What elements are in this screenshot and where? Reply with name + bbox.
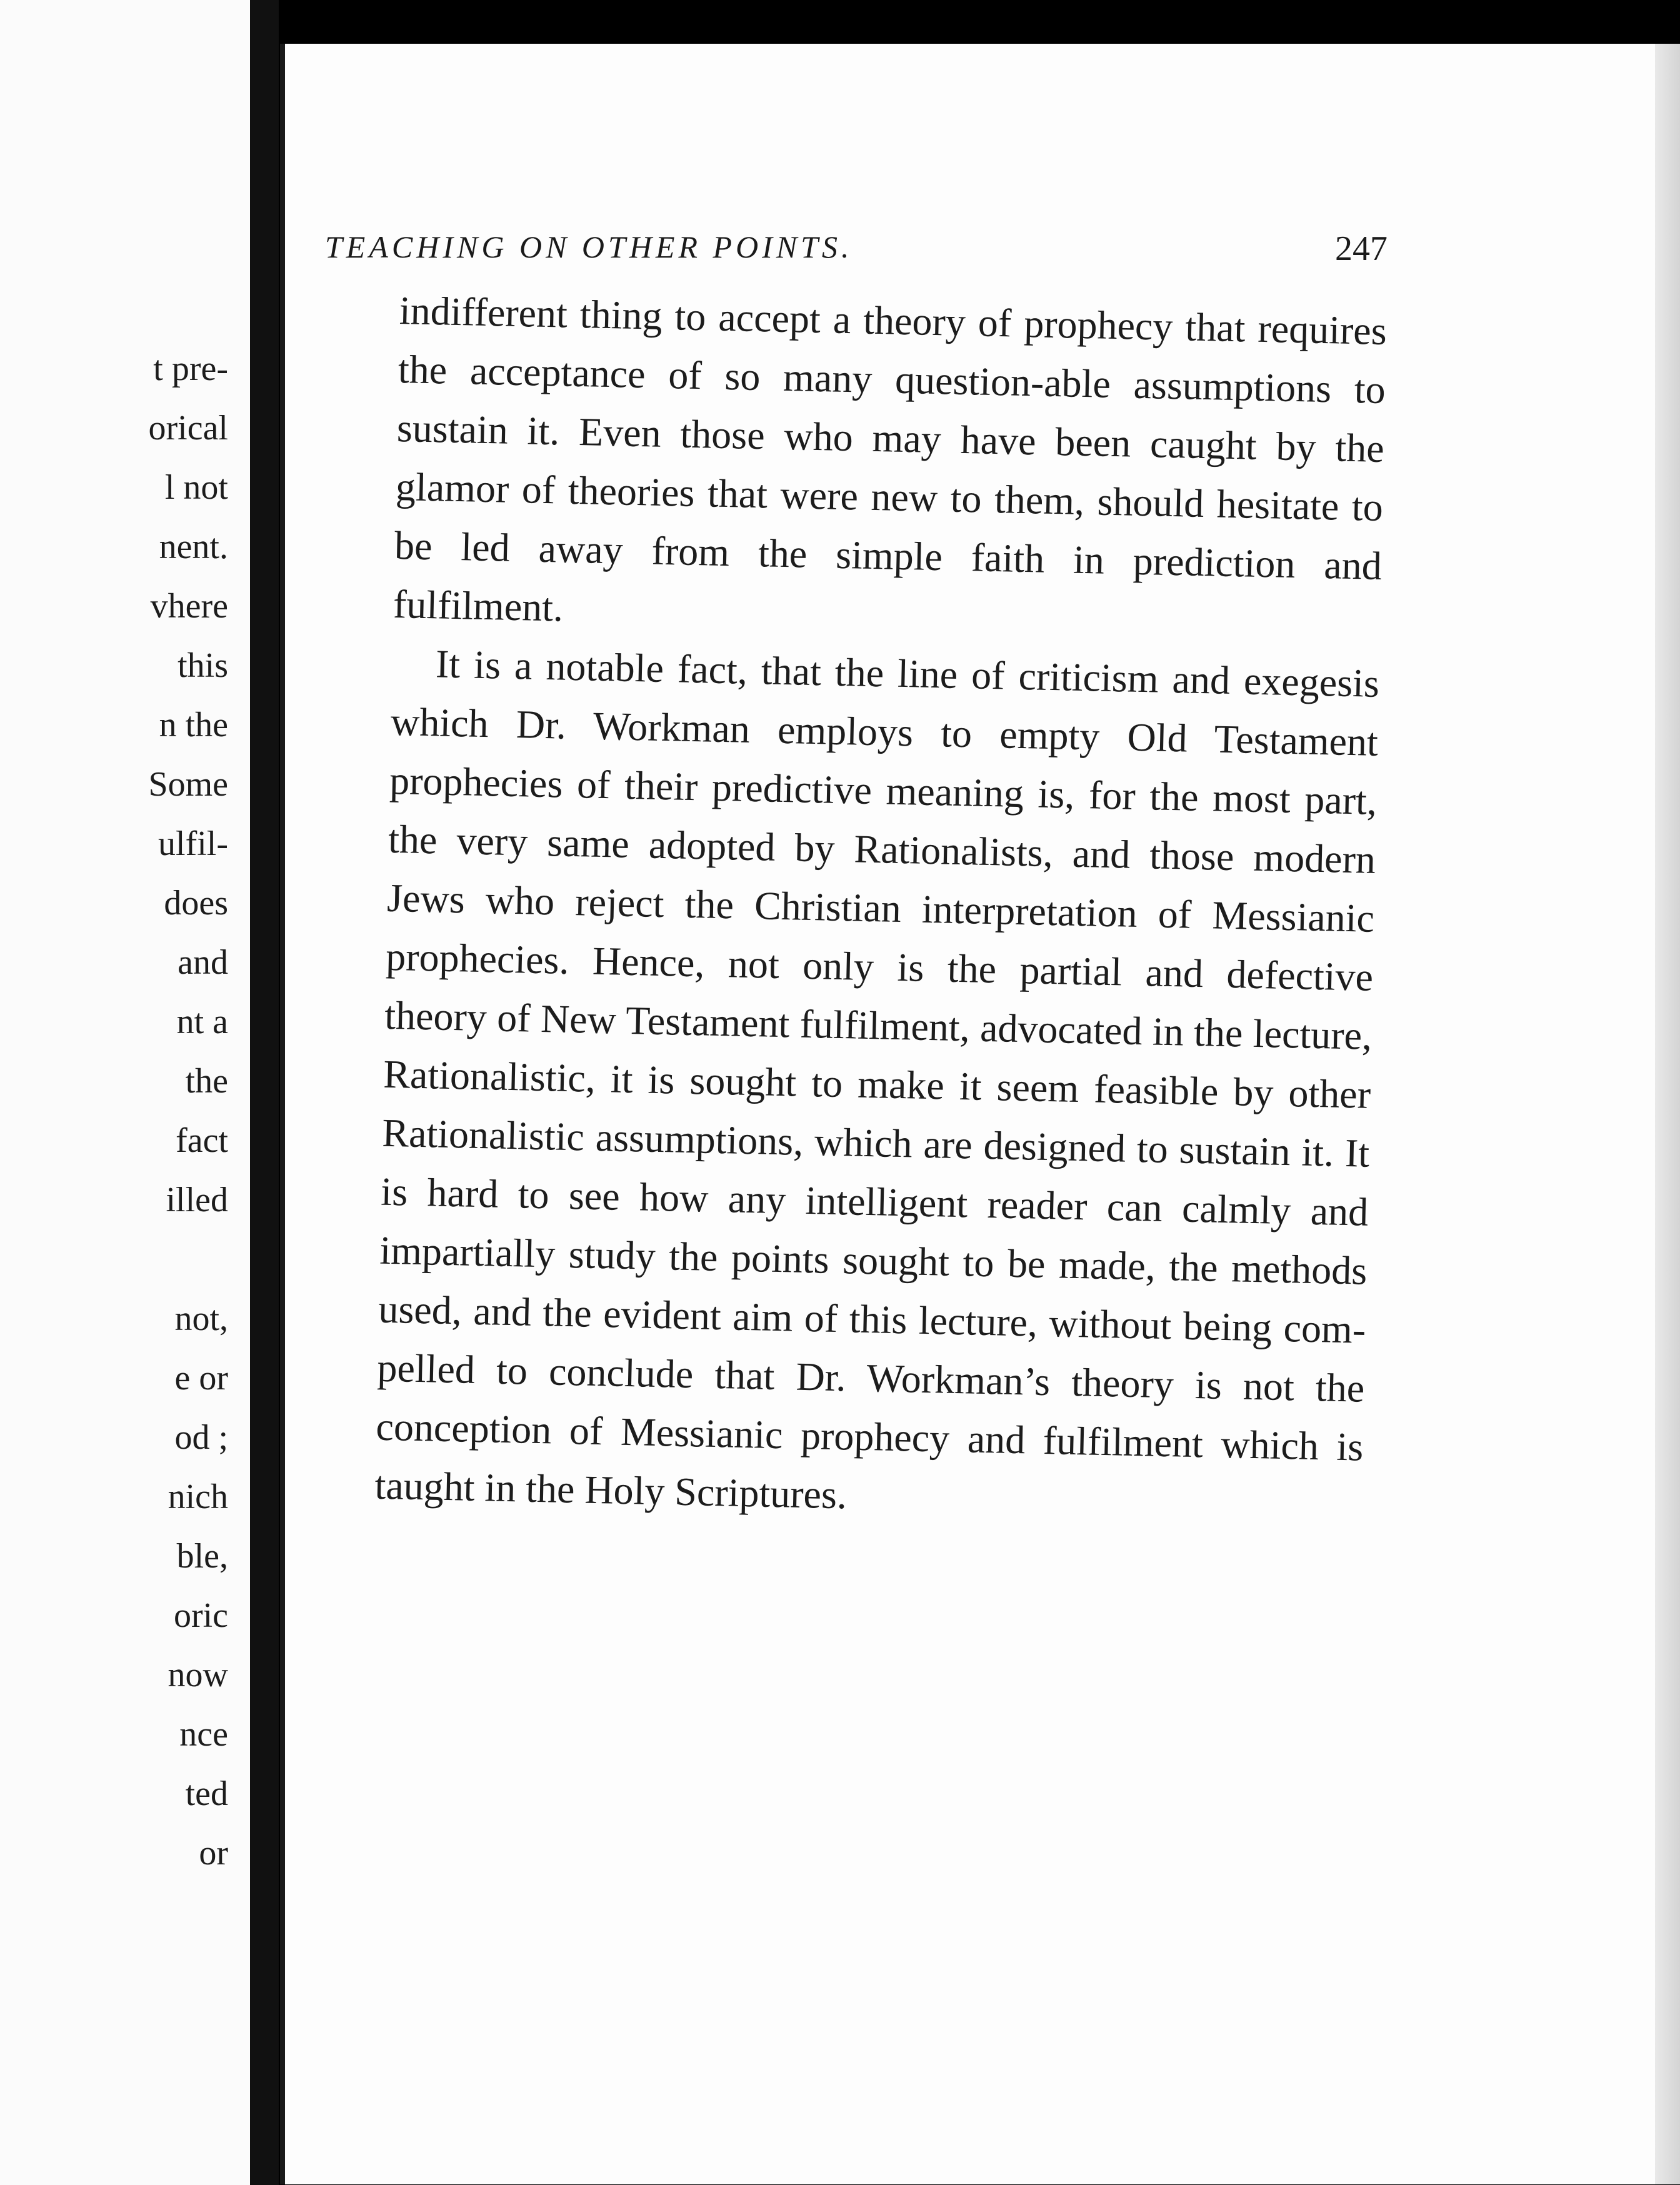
left-page-line: oric [173,1596,228,1635]
book-gutter [250,0,279,2185]
left-page-line: ulfil- [158,824,228,863]
left-page-line: nent. [159,528,228,566]
left-page-line: does [164,884,228,922]
left-page-line: or [199,1834,228,1872]
left-page-line: this [178,646,228,685]
left-page-line: vhere [150,587,228,626]
left-page-line: nt a [176,1002,228,1041]
left-page-line: not, [174,1299,228,1338]
left-page-line: orical [148,409,228,448]
left-page-line: t pre- [153,349,228,388]
left-page-line: illed [166,1181,228,1219]
paragraph: It is a notable fact, that the line of criticism and exegesis which Dr. Workman employs to empty Old Testament prophecies of their predictive meaning is, for the most part, the very same adopted by Rationalists, and those modern Jews who reject the Christian interpretation of Messianic prophecies. Hence, not only is the partial and defective theory of New Testament fulfilment, advocated in the lecture, Rationalistic, it is sought to make it seem feasible by other Rationalistic assumptions, which are designed to sustain it. It is hard to see how any intelligent reader can calmly and impartially study the points sought to be made, the methods used, and the evident aim of this lecture, without being com-pelled to conclude that Dr. Workman’s theory is not the conception of Messianic prophecy and fulfilment which is taught in the Holy Scriptures. [374,641,1380,1518]
left-page-line: ted [185,1774,228,1813]
left-page-line: Some [148,765,228,804]
page-header [325,229,1412,279]
left-page-line: l not [164,468,228,507]
page-number: 247 [1335,229,1388,268]
left-page-line: n the [159,706,228,744]
left-page-line: now [168,1656,228,1694]
left-page-line: nich [168,1478,228,1516]
running-head: TEACHING ON OTHER POINTS. [325,229,853,264]
body-text [374,281,1388,1536]
left-page-line: nce [179,1715,228,1754]
left-page-line: ble, [176,1537,228,1576]
paragraph: indifferent thing to accept a theory of prophecy that requires the acceptance of so many question-able assumptions to sustain it. Even those who may have been caught by the glamor of theories that were new to them, should hesitate to be led away from the simple faith in prediction and fulfilment. [392,288,1388,630]
left-page-line: the [185,1062,228,1101]
left-page-line: and [178,943,228,982]
left-page-fragment [0,0,259,2185]
left-page-line: od ; [174,1418,228,1457]
left-page-line: e or [174,1359,228,1398]
left-page-line: fact [176,1121,228,1160]
